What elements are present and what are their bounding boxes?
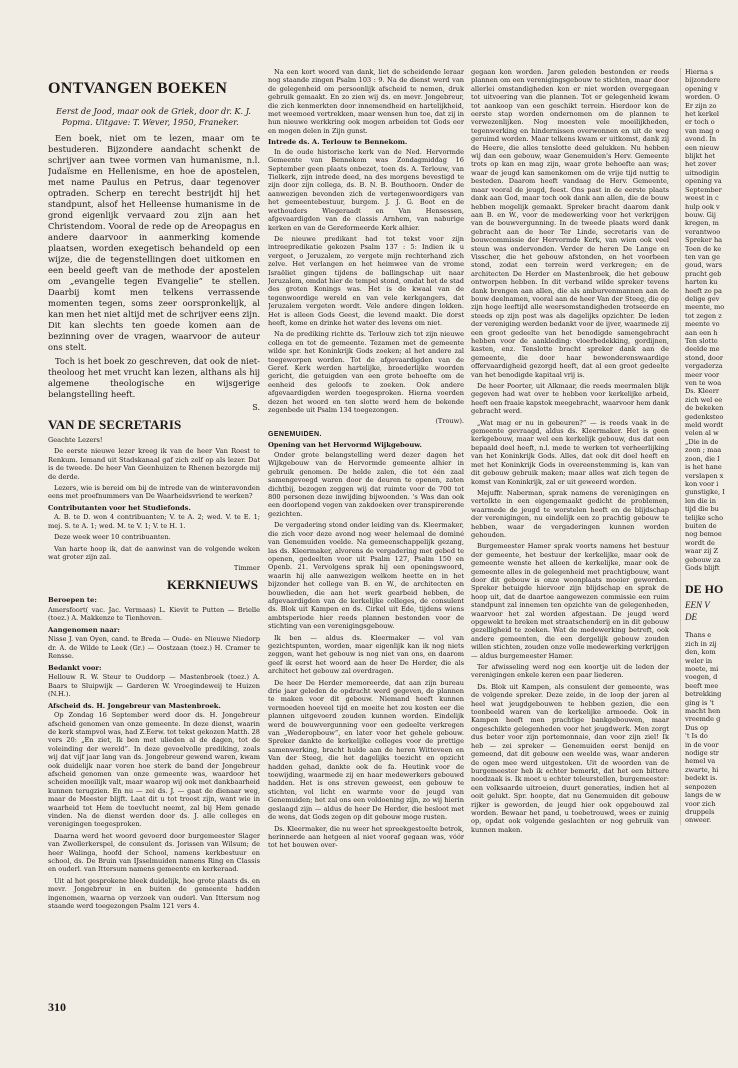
- clipped-line: telijke scho: [685, 513, 724, 522]
- clipped-line: het kerkel: [685, 110, 719, 119]
- clipped-line: buiten de: [685, 521, 717, 530]
- contrib-paragraph: A. B. te D. won 4 contribuanten; V. te A. 2; wed. V. te E. 1; mej. S. te A. 1; wed. M. te V. 1; V. te H. 1.: [48, 513, 260, 530]
- clipped-line: de bekeken: [685, 404, 724, 413]
- review-paragraph: Een boek, niet om te lezen, maar om te bestuderen. Bijzondere aandacht schenkt de schrijver aan twee vormen van humanisme, n.l. Judaïsme en Hellenisme, en hoe de apostelen, met name Paulus en Petrus, daar tegenover optraden. Scherp en terecht bestrijdt hij het standpunt, alsof het Helleense humanisme in de grond eigenlijk vervaard zou zijn aan het Christendom. Vooral de rede op de Areopagus en andere daarvoor in aanmerking komende plaatsen, worden exegetisch behandeld op een wijze, die de tegenstellingen doet uitkomen en een beeld geeft van de methode der apostelen om „evangelie tegen Evangelie” te stellen. Daarbij komt men telkens verrassende momenten tegen, soms zeer oorspronkelijk, al kan men het niet altijd met de schrijver eens zijn. Dit kan slechts ten goede komen aan de bezinning over de vragen, waarvoor de auteur ons stelt.: [48, 133, 260, 352]
- secretaris-paragraph: Geachte Lezers!: [48, 436, 103, 444]
- clipped-text-top: [685, 68, 738, 572]
- contrib-paragraph: Deze week weer 10 contribuanten.: [54, 533, 171, 542]
- clipped-line: gunstigke, I: [685, 488, 725, 497]
- clipped-line: druppels: [685, 807, 715, 816]
- opening-paragraph: De heer De Herder memoreerde, dat aan zijn bureau drie jaar geleden de opdracht werd gegeven, de plannen te maken voor dit gebouw. Niemand heeft kunnen vermoeden hoeveel tijd en moeite het zou kosten eer die plannen uitgevoerd zouden kunnen worden. Eindelijk werd de bouwvergunning voor een gedeelte verkregen van „Wederopbouw”, en later voor het gehele gebouw. Spreker dankte de kerkelijke colleges voor de prettige samenwerking, bracht hulde aan de heren Witteveen en Van der Steeg, die het dagelijks toezicht en opzicht hadden gehad, dankte ook de fa. Heutink voor de toewijding, waarmede zij en haar medewerkers gebouwd hadden. Het is ons streven geweest, een gebouw te stichten, vol licht en warmte voor de jeugd van Genemuiden; het zal ons een voldoening zijn, zo wij hierin geslaagd zijn — aldus de heer De Herder, die besloot met de wens, dat Gods zegen op dit gebouw moge rusten.: [268, 678, 464, 822]
- opening-paragraph: Ik ben — aldus ds. Kleermaker — vol van gezichtspunten, worden, maar eigenlijk kan ik nog niets zeggen, want het gebouw is nog niet van ons, en daarom geef ik eerst het woord aan de heer De Herder, die als architect het gebouw zal overdragen.: [268, 633, 464, 676]
- clipped-line: bouw. Gij: [685, 210, 716, 219]
- clipped-line: avond. In: [685, 135, 717, 144]
- clipped-line: hulp ook v: [685, 202, 720, 211]
- secretaris-paragraph: De eerste nieuwe lezer kreeg ik van de heer Van Roest te Renkum. Iemand uit Stadskanaal gaf zich zelf op als lezer. Dat is de tweede. De heer Van Geenhuizen te Rhenen bezorgde mij de derde.: [48, 447, 260, 481]
- review-signature: S.: [252, 403, 260, 412]
- clipped-line: een nieuw: [685, 143, 720, 152]
- clipped-line: tijd die bu: [685, 505, 719, 514]
- opening-continued: gegaan kon worden. Jaren geleden bestonden er reeds plannen om een verenigingsgebouw te stichten, maar door allerlei omstandigheden kon er niet worden overgegaan tot uitvoering van die plannen. Tot er gelegenheid kwam tot aankoop van een geschikt terrein. Hierdoor kon de eerste stap worden ondernomen om de plannen te verwezenlijken. Nog moesten vele moeilijkheden, tegenwerking en hindernissen overwonnen en uit de weg geruimd worden. Maar telkens kwam er uitkomst, dank zij de Heere, die alles tenslotte deed gelukken. Nu hebben wij dan een gebouw, waar Genemuiden's Herv. Gemeente trots op kan en mag zijn, waar grote behoefte aan was; waar de jeugd kan samenkomen om de vrije tijd nuttig te besteden. Daarom heeft vandaag de Herv. Gemeente, maar vooral de jeugd, feest. Ons past in de eerste plaats dank aan God, maar toch ook dank aan allen, die de bouw hebben mogelijk gemaakt. Spreker bracht daarom dank aan B. en W., voor de medewerking voor het verkrijgen van de bouwvergunning. In de tweede plaats werd dank gebracht aan de heer Ter Linde, secretaris van de bouwcommissie der Hervormde Kerk, van wien ook veel steun was ondervonden. Verder de heren De Lange en Visscher, die het gebouw afstonden, en het voorbeen stond, zodat een terrein werd verkregen; en de architecten De Herder en Mastenbroek, die het gebouw ontworpen hebben. In dit verband wilde spreker tevens dank brengen aan allen, die als amburvenmannen aan de bouw deelnamen, vooral aan de heer Van der Steeg, die op zijn hoge leeftijd alle weersomstandigheden trotseerde en steeds op zijn post was als dagelijks opzichter. De leden der vereniging werden bedankt voor de ijver, waarmede zij een groot gedeelte van het benodigde samengebracht hebben voor de aankleding: vloerbedekking, gordijnen, kasten, enz. Tenslotte bracht spreker dank aan de gemeente, die door haar bewonderenswaardige offervaardigheid gezorgd heeft, dat al een groot gedeelte van het benodigde kapitaal vrij is.: [471, 68, 669, 379]
- clipped-line: langs de w: [685, 791, 721, 800]
- secretaris-paragraph: Lezers, wie is bereid om bij de intrede van de winteravonden eens met proefnummers van De Waarheidsvriend te werken?: [48, 484, 260, 501]
- clipped-line: pracht geb: [685, 269, 722, 278]
- clipped-line: ging is 't: [685, 698, 714, 707]
- clipped-line: bedekt is.: [685, 774, 718, 783]
- clipped-line: bijzondere: [685, 76, 721, 85]
- clipped-line: kon voor i: [685, 479, 719, 488]
- beroepen-title: Beroepen te:: [48, 596, 97, 605]
- clipped-line: weest in c: [685, 194, 719, 203]
- clipped-line: voegen, d: [685, 673, 718, 682]
- column-4-clipped: [680, 68, 738, 825]
- clipped-line: meente, mo: [685, 303, 725, 312]
- clipped-line: blijkt het: [685, 152, 716, 161]
- clipped-line: nodige str: [685, 749, 719, 758]
- clipped-line: voor zich: [685, 799, 716, 808]
- clipped-line: 't Is do: [685, 732, 708, 741]
- book-review: [48, 133, 260, 400]
- clipped-line: delige gev: [685, 294, 720, 303]
- clipped-line: uitnodigin: [685, 168, 720, 177]
- opening-paragraph: Ds. Kleermaker, die nu weer het spreekgestoelte betrok, herinnerde aan hetgeen al niet vooraf gegaan was, vóór tot het bouwen over-: [268, 824, 464, 850]
- clipped-line: len die in: [685, 496, 717, 505]
- opening-title: Opening van het Hervormd Wijkgebouw.: [268, 441, 422, 450]
- clipped-line: zich in zij: [685, 639, 717, 648]
- secretaris-signature: Timmer: [233, 564, 260, 573]
- column-2: [268, 68, 464, 853]
- clipped-line: aan een h: [685, 328, 718, 337]
- clipped-line: Thans e: [685, 631, 712, 640]
- intrede-paragraph: In de oude historische kerk van de Ned. Hervormde Gemeente van Bennekom was Zondagmiddag 16 September geen plaats onbezet, toen ds. A. Terlouw, van Tielkerk, zijn intrede deed, na des morgens bevestigd te zijn door zijn collega, ds. B. N. B. Bouthoorn. Onder de aanwezigen bevonden zich de vertegenwoordigers van het gemeentebestuur, burgem. J. J. G. Boot en de wethouders Wiegeraadt en Van Hensessen, afgevaardigden van de classis Arnhem, van naburige kerken en van de Gereformeerde Kerk alhier.: [268, 147, 464, 232]
- clipped-line: den, kom: [685, 648, 716, 657]
- clipped-line: vergaderza: [685, 362, 723, 371]
- clipped-line: stond, door: [685, 353, 723, 362]
- kerknieuws-section: [48, 596, 260, 910]
- intrede-title: Intrede ds. A. Terlouw te Bennekom.: [268, 138, 408, 147]
- opening-continued: Ds. Blok uit Kampen, als consulent der gemeente, was de volgende spreker. Deze zeide, in de loop der jaren al heel wat jeugdgebouwen te hebben gezien, die een toonbeeld waren van de kerkelijke armoede. Ook in Kampen heeft men prachtige bankgebouwen, maar ongeschikte gelegenheden voor het jeugdwerk. Men zorgt dus beter voor zijn portemonnaie, dan voor zijn ziel! Ik heb — zei spreker — Genemuiden eerst benijd en gemeend, dat dit gebouw een weelde was, waar anderen de ogen mee werd uitgestoken. Uit de woorden van de burgemeester heb ik echter bemerkt, dat het een bittere noodzaak is. Ik moet u echter teleurstellen, burgemeester: een volksaarde uitroeien, duurt generaties, indien het al ooit gelukt. Spr. hoopte, dat nu Genemuiden dit gebouw rijker is geworden, de jeugd hier ook opgebouwd zal worden. Bewaar het pand, u toebetrouwd, wees er zuinig op, opdat ook volgende geslachten er nog gebruik van kunnen maken.: [471, 682, 669, 834]
- clipped-line: nog bemoe: [685, 530, 722, 539]
- heading-de-ho: DE HO: [685, 582, 724, 597]
- clipped-line: Toen de ke: [685, 244, 722, 253]
- clipped-line: meente vo: [685, 320, 720, 329]
- aangenomen-text: Nisse J. van Oyen, cand. te Breda — Oude- en Nieuwe Niedorp dr. A. de Wilde te Leek (Gr.) — Oostzaan (toez.) H. Cramer te Rensse.: [48, 635, 260, 661]
- clipped-line: heeft zo pa: [685, 286, 722, 295]
- clipped-line: senpozen: [685, 782, 717, 791]
- clipped-line: opening v: [685, 84, 718, 93]
- clipped-line: Dus op: [685, 723, 709, 732]
- clipped-line: ven te woa: [685, 379, 722, 388]
- clipped-line: Hierna s: [685, 68, 714, 76]
- clipped-line: meld wordt: [685, 421, 724, 430]
- opening-continued: Mejuffr. Naberman, sprak namens de verenigingen en vertolkte in een eigengemaakt gedicht de problemen, waarmede de jeugd te worstelen heeft en de blijdschap der verenigingen, nu eindelijk een zo prachtig gebouw te hebben, waar de vergaderingen kunnen worden gehouden.: [471, 488, 669, 539]
- clipped-line: hemel va: [685, 757, 716, 766]
- clipped-line: Ten slotte: [685, 337, 718, 345]
- clipped-line: beeft mee: [685, 681, 719, 690]
- genemuiden-heading: GENEMUIDEN.: [268, 431, 322, 439]
- clipped-line: tot zegen z: [685, 311, 722, 320]
- column-3: [471, 68, 669, 837]
- clipped-subhead-line: DE: [685, 612, 697, 623]
- opening-continued: „Wat mag er nu in gebeuren?” — is reeds vaak in de gemeente gevraagd, aldus ds. Kleermaker. Het is geen kerkgebouw, maar wel een kerkelijk gebouw, dus dat een bepaald doel heeft, n.l. mede te werken tot verheerlijking van het Koninkrijk Gods. Alles, dat ook dit doel heeft en met het Koninkrijk Gods in overeenstemming is, kan van dit gebouw gebruik maken; maar alles wat zich tegen de komst van Koninkrijk, zal er uit geweerd worden.: [471, 418, 669, 486]
- clipped-line: wordt de: [685, 538, 715, 547]
- heading-kerknieuws: KERKNIEUWS: [166, 577, 258, 593]
- contrib-title: Contributanten voor het Studiefonds.: [48, 503, 191, 512]
- clipped-line: goud, wars: [685, 261, 722, 270]
- bedankt-title: Bedankt voor:: [48, 663, 102, 672]
- aangenomen-title: Aangenomen naar:: [48, 625, 120, 634]
- clipped-line: is het hane: [685, 463, 722, 472]
- clipped-line: zwarte, hi: [685, 765, 719, 774]
- clipped-line: verslapen x: [685, 471, 724, 480]
- intrede-source: (Trouw).: [435, 417, 464, 426]
- opening-continued: Burgemeester Hamer sprak voorts namens het bestuur der gemeente, het bestuur der kerkelijke, maar ook de gemeente wenste het alleen de kerkelijke, maar ook de gemeente alles in de gelegenheid met prachtigbouw, want door dit gebouw is onze woonplaats mooier geworden. Spreker betuigde hiervoor zijn blijdschap en sprak de hoop uit, dat de daartoe aangewezen commissie een ruim standpunt zal innemen ten opzichte van de gelegenheden, waarvoor het zal worden afgestaan. De jeugd werd opgewekt te breken met straatschenderij en in dit gebouw gezelligheid te zoeken. Wat de medewerking betreft, ook andere gemeenten, die een dergelijk gebouw zouden willen stichten, zouden onze volle medewerking verkrijgen — aldus burgemeester Hamer.: [471, 542, 669, 660]
- clipped-line: verantwoo: [685, 227, 721, 236]
- clipped-line: macht hen: [685, 707, 721, 716]
- afscheid-paragraph: Daarna werd het woord gevoerd door burgemeester Slager van Zwollerkerspel, de consulent ds. Jorissen van Wilsum; de heer Walinga, hoofd der School, namens kerkbestuur en school, ds. De Bruin van IJsselmuiden namens Ring en Classis en ouderl. van Ittersum namens gemeente en kerkeraad.: [48, 831, 260, 874]
- opening-continued: De heer Poorter, uit Alkmaar, die reeds meermalen blijk gegeven had wat over te hebben voor kerkelijke arbeid, heeft een fraaie kapstok meegebracht, waarvoor hem dank gebracht werd.: [471, 382, 669, 416]
- clipped-line: moete, mi: [685, 665, 719, 673]
- clipped-line: „Die in de: [685, 437, 719, 446]
- clipped-line: kregen, m: [685, 219, 719, 228]
- afscheid-paragraph: Uit al het gesprokene bleek duidelijk, hoe grote plaats ds. en mevr. Jongebreur in en buiten de gemeente hadden ingenomen, waarna op verzoek van ouderl. Van Ittersum nog staande werd toegezongen Psalm 121 vers 4.: [48, 876, 260, 911]
- clipped-line: Gods blijft: [685, 563, 720, 572]
- clipped-line: worden. O: [685, 93, 720, 102]
- clipped-subhead-line: EEN V: [685, 600, 710, 611]
- clipped-line: opening va: [685, 177, 722, 186]
- opening-continued: Ter afwisseling werd nog een koortje uit de leden der verenigingen enkele keren een paar liederen.: [471, 663, 669, 680]
- afscheid-paragraph: Op Zondag 16 September werd door ds. H. Jongebreur afscheid genomen van onze gemeente. In deze dienst, waarin de kerk stampvol was, had Z.Eerw. tot tekst gekozen Matth. 28 vers 20: „En ziet, Ik ben met ulieden al de dagen, tot de voleinding der wereld”. In deze gevoelvolle prediking, zoals wij dat vijf jaar lang van ds. Jongebreur gewend waren, kwam ook duidelijk naar voren hoe sterk de band der Jongebreur afscheid genomen van onze gemeente was, waardoor het scheiden moeilijk valt, maar waarop wij ook met dankbaarheid kunnen terugzien. En nu — zei ds. J. — gaat de dienaar weg, maar de Meester blijft. Laat dit u tot troost zijn, want wie in waarheid tot Hem de toevlucht neemt, zal bij Hem genade vinden. Na de dienst werden door ds. J. alle colleges en verenigingen toegesproken.: [48, 711, 260, 829]
- clipped-line: waar zij Z: [685, 547, 719, 556]
- clipped-line: er toch o: [685, 118, 715, 127]
- heading-ontvangen-boeken: ONTVANGEN BOEKEN: [48, 80, 228, 97]
- clipped-line: weler in: [685, 656, 713, 665]
- clipped-line: het zover: [685, 160, 717, 169]
- clipped-text-bottom: [685, 631, 738, 824]
- afscheid-continued: Na een kort woord van dank, liet de scheidende leraar nog staande zingen Psalm 103 : 9. Na de dienst werd van de gelegenheid om persoonlijk afscheid te nemen, druk gebruik gemaakt. En zo zien wij ds. en mevr. Jongebreur, die zich kenmerkten door innemendheid en hartelijkheid, met weemoed vertrekken, maar wensen hun toe, dat zij in hun nieuwe werkkring ook mogen arbeiden tot Gods eer en mogen delen in Zijn gunst.: [268, 68, 464, 135]
- clipped-line: September: [685, 185, 722, 194]
- afscheid-title: Afscheid ds. H. Jongebreur van Mastenbroek.: [48, 701, 221, 710]
- clipped-line: gebouw za: [685, 555, 721, 564]
- clipped-line: ten van ge: [685, 252, 721, 261]
- clipped-line: zoon ; maa: [685, 446, 722, 455]
- clipped-line: onweer.: [685, 816, 712, 825]
- clipped-line: gedenksteo: [685, 412, 724, 421]
- clipped-line: velen al w: [685, 429, 719, 438]
- secretaris-section: [48, 436, 260, 572]
- page-number: 310: [48, 1000, 66, 1014]
- intrede-paragraph: De nieuwe predikant had tot tekst voor zijn intreepredikatie gekozen Psalm 137 : 5: Indien ik u vergeet, o Jeruzalem, zo vergete mijn rechterhand zich zelve. Het verlangen en het heimwee van de vrome Israëliet gingen tijdens de ballingschap uit naar Jeruzalem, omdat hier de tempel stond, omdat het de stad des groten Konings was. Het is de kwaal van de tegenwoordige wereld en van vele kerkgangers, dat Jeruzalem vergeten wordt. Vele andere dingen lokken. Het is alleen Gods Geest, die levend maakt. Die dorst heeft, kome en drinke het water des levens om niet.: [268, 234, 464, 327]
- book-citation: Eerst de Jood, maar ook de Griek, door dr. K. J. Popma. Uitgave: T. Wever, 1950, Franeker.: [56, 106, 251, 127]
- clipped-line: deelde me: [685, 345, 720, 354]
- contrib-paragraph: Van harte hoop ik, dat de aanwinst van de volgende weken wat groter zijn zal.: [48, 544, 260, 562]
- clipped-line: in de voor: [685, 740, 719, 749]
- clipped-line: vreemde g: [685, 715, 721, 724]
- heading-van-de-secretaris: VAN DE SECRETARIS: [48, 417, 182, 432]
- opening-paragraph: Onder grote belangstelling werd dezer dagen het Wijkgebouw van de Hervormde gemeente alhier in gebruik genomen. De helde zalen, die tot één zaal samengevoegd waren door de deuren te openen, zaten dichtbij, bezogen zeggen wij dat ruimte voor de 700 tot 800 personen deze inwijding bijwoonden. 's Was dan ook een doorlopend vegen van zakdoeken over transpirerende gezichten.: [268, 451, 464, 518]
- clipped-line: harten ku: [685, 278, 718, 287]
- clipped-line: zich wel ee: [685, 395, 723, 404]
- clipped-line: zoon, die I: [685, 454, 720, 463]
- clipped-line: meer voor: [685, 370, 720, 379]
- column-1: [48, 68, 260, 913]
- opening-paragraph: De vergadering stond onder leiding van ds. Kleermaker, die zich voor deze avond nog weer helemaal de dominé van Genemuiden voelde. Na gemeenschappelijk gezang, las ds. Kleermaker, alvorens de vergadering met gebed te openen, gedeelten voor uit Psalm 127, Psalm 150 en Openb. 21. Vervolgens sprak hij een openingswoord, waarin hij alle aanwezigen welkom heette en in het bijzonder het college van B. en W., de architecten en bouwlieden, die aan het werk gearbeid hebben, de afgevaardigden van de kerkelijke colleges, de consulent ds. Blok uit Kampen en ds. Cirkel uit Ede, tijdens wiens ambtsperiode hier reeds plannen bestonden voor de stichting van een verenigingsgebouw.: [268, 521, 464, 631]
- review-paragraph: Toch is het boek zo geschreven, dat ook de niet-theoloog het met vrucht kan lezen, althans als hij algemene theologische en wijsgerige belangstelling heeft.: [48, 356, 260, 399]
- clipped-line: betrekking: [685, 690, 722, 699]
- clipped-line: van mag o: [685, 126, 720, 135]
- intrede-paragraph: Na de prediking richtte ds. Terlouw zich tot zijn nieuwe collega en tot de gemeente. Tezamen met de gemeente wilde spr. het Koninkrijk Gods zoeken; al het andere zal toegeworpen worden. Tot de afgevaardigden van de Geref. Kerk werden hartelijke, broederlijke woorden gericht, die getuigden van een grote behoefte om de eenheid des geloofs te zoeken. Ook andere afgevaardigden werden toegesproken. Hierna voerden dezen het woord en ten slotte werd hem de bekende zegenbede uit Psalm 134 toegezongen.: [268, 330, 464, 415]
- beroepen-text: Amersfoort( vac. Jac. Vermaas) L. Kievit te Putten — Brielle (toez.) A. Makkenze te Tienhoven.: [48, 606, 260, 623]
- bedankt-text: Hellouw R. W. Steur te Ouddorp — Mastenbroek (toez.) A. Baars te Sluipwijk — Garderen W. Vroegindeweij te Huizen (N.H.).: [48, 673, 260, 699]
- clipped-line: Spreker ha: [685, 236, 723, 245]
- clipped-line: Ds. Kleerr: [685, 387, 720, 396]
- clipped-line: Er zijn zo: [685, 101, 717, 110]
- clipped-subheading: [685, 599, 738, 623]
